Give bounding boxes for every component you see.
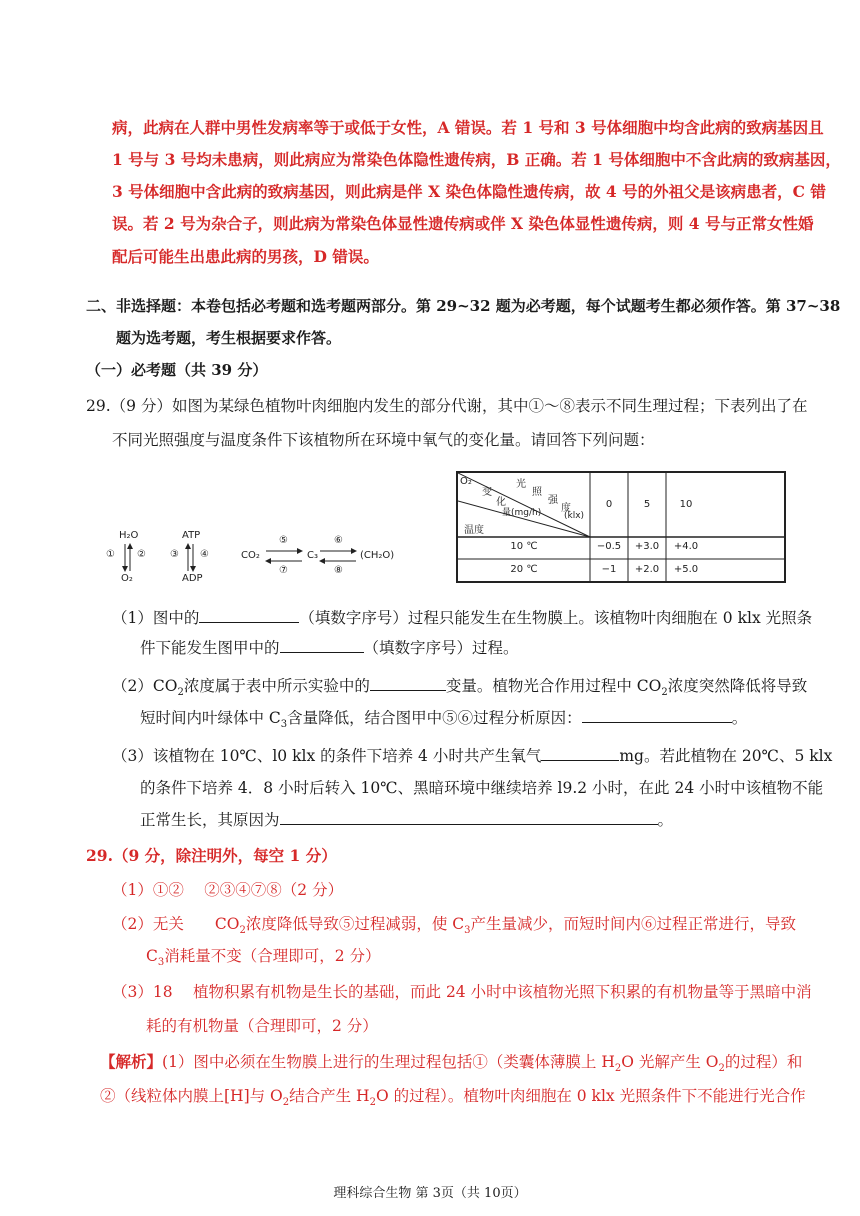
prev-answer-line-4: 误。若 2 号为杂合子，则此病为常染色体显性遗传病或伴 X 染色体显性遗传病，则 4 号与正常女性婚 (112, 214, 814, 233)
diagram-label-6: ⑥ (334, 535, 343, 546)
table-row-20c-val-10: +5.0 (673, 564, 699, 575)
diagram-label-2: ② (137, 549, 146, 560)
analysis-tag: 【解析】 (100, 1052, 163, 1071)
section-heading-line-1: 二、非选择题：本卷包括必考题和选考题两部分。第 29~32 题为必考题，每个试题考生都必须作答。第 37~38 (86, 297, 841, 315)
table-col-0: 0 (605, 499, 613, 510)
diagram-o2: O₂ (121, 573, 133, 584)
subq-3-line-3: 正常生长，其原因为 。 (140, 811, 674, 829)
table-header-guang: 光 (516, 479, 526, 490)
prev-answer-line-5: 配后可能生出患此病的男孩，D 错误。 (112, 247, 379, 266)
blank-3[interactable] (370, 676, 446, 691)
table-col-5: 5 (643, 499, 651, 510)
blank-6[interactable] (280, 810, 658, 825)
table-row-10c-temp: 10 ℃ (510, 541, 538, 552)
diagram-atp: ATP (182, 530, 201, 541)
answer-2-line-1: （2）无关 $CO_2$浓度降低导致⑤过程减弱，使 $C_3$产生量减少，而短时间内⑥过程正常进行，导致 (112, 915, 796, 937)
question-stem-line-1: 29.（9 分）如图为某绿色植物叶肉细胞内发生的部分代谢，其中①～⑧表示不同生理过程；下表列出了在 (86, 397, 808, 415)
answer-2-line-2: $C_3$消耗量不变（合理即可，2 分） (146, 947, 381, 969)
diagram-label-4: ④ (200, 549, 209, 560)
sub-heading: （一）必考题（共 39 分） (86, 361, 268, 379)
table-row-20c-val-0: −1 (601, 564, 617, 575)
prev-answer-line-2: 1 号与 3 号均未患病，则此病应为常染色体隐性遗传病，B 正确。若 1 号体细胞中不含此病的致病基因， (112, 150, 841, 169)
table-header-zhao: 照 (532, 487, 542, 498)
prev-answer-line-1: 病，此病在人群中男性发病率等于或低于女性，A 错误。若 1 号和 3 号体细胞中均含此病的致病基因且 (112, 118, 824, 137)
table-row-10c-val-10: +4.0 (673, 541, 699, 552)
diagram-label-8: ⑧ (334, 565, 343, 576)
table-header-qiang: 强 (548, 495, 558, 506)
table-header-hua: 化 (496, 497, 506, 508)
table-header-du: 度 (561, 503, 571, 514)
subq-2-line-1: $(2)CO_2$浓度属于表中所示实验中的 变量。植物光合作用过程中 $CO_2$浓度突然降低将导致 (112, 677, 808, 699)
answer-3-line-1: （3）18 植物积累有机物是生长的基础，而此 24 小时中该植物光照下积累的有机物量等于黑暗中消 (112, 983, 812, 1001)
diagram-ch2o: (CH₂O) (360, 550, 395, 561)
subq-1-line-2: 件下能发生图甲中的 （填数字序号）过程。 (140, 639, 519, 657)
diagram-label-7: ⑦ (279, 565, 288, 576)
table-col-10: 10 (679, 499, 693, 510)
table-row-20c-val-5: +2.0 (634, 564, 660, 575)
subq-2-line-2: 短时间内叶绿体中 $C_3$含量降低，结合图甲中⑤⑥过程分析原因： 。 (140, 709, 748, 731)
table-row-10c-val-5: +3.0 (634, 541, 660, 552)
diagram-c3: C₃ (307, 550, 318, 561)
diagram-label-1: ① (106, 549, 115, 560)
blank-4[interactable] (582, 708, 732, 723)
subq-3-line-1: （3）该植物在 10℃、l0 klx 的条件下培养 4 小时共产生氧气 mg。若此植物在 20℃、5 klx (112, 747, 833, 765)
diagram-adp: ADP (182, 573, 203, 584)
table-row-20c-temp: 20 ℃ (510, 564, 538, 575)
question-stem-line-2: 不同光照强度与温度条件下该植物所在环境中氧气的变化量。请回答下列问题： (112, 431, 655, 449)
table-header-o2: O₂ (460, 476, 472, 487)
blank-1[interactable] (199, 608, 299, 623)
diagram-label-5: ⑤ (279, 535, 288, 546)
answer-3-line-2: 耗的有机物量（合理即可，2 分） (146, 1017, 378, 1035)
answer-1: （1）①② ②③④⑦⑧（2 分） (112, 881, 344, 899)
table-header-klx: (klx) (564, 511, 585, 521)
table-header-liang: 量(mg/h) (502, 508, 542, 518)
prev-answer-line-3: 3 号体细胞中含此病的致病基因，则此病是伴 X 染色体隐性遗传病，故 4 号的外祖父是该病患者，C 错 (112, 182, 826, 201)
analysis-line-2: ②（线粒体内膜上[H]与 $O_2$结合产生 $H_2O$ 的过程）。植物叶肉细胞在 0 klx 光照条件下不能进行光合作 (100, 1087, 806, 1109)
table-header-bian: 变 (482, 487, 492, 498)
table-header-temp: 温度 (464, 525, 484, 536)
page-footer: 理科综合生物 第 3页（共 10页） (333, 1186, 527, 1201)
subq-1-line-1: （1）图中的 （填数字序号）过程只能发生在生物膜上。该植物叶肉细胞在 0 klx 光照条 (112, 609, 813, 627)
blank-5[interactable] (541, 746, 619, 761)
section-heading-line-2: 题为选考题，考生根据要求作答。 (116, 329, 342, 347)
table-row-10c-val-0: −0.5 (596, 541, 622, 552)
blank-2[interactable] (280, 638, 364, 653)
diagram-h2o: H₂O (119, 530, 139, 541)
oxygen-change-table (456, 471, 786, 583)
answer-head: 29.（9 分，除注明外，每空 1 分） (86, 846, 337, 865)
diagram-co2: CO₂ (241, 550, 260, 561)
analysis-line-1: 【解析】(1）图中必须在生物膜上进行的生理过程包括①（类囊体薄膜上 $H_2O$ 光解产生 $O_2$的过程）和 (100, 1052, 803, 1075)
subq-3-line-2: 的条件下培养 4．8 小时后转入 10℃、黑暗环境中继续培养 l9.2 小时，在此 24 小时中该植物不能 (140, 779, 824, 797)
diagram-label-3: ③ (170, 549, 179, 560)
